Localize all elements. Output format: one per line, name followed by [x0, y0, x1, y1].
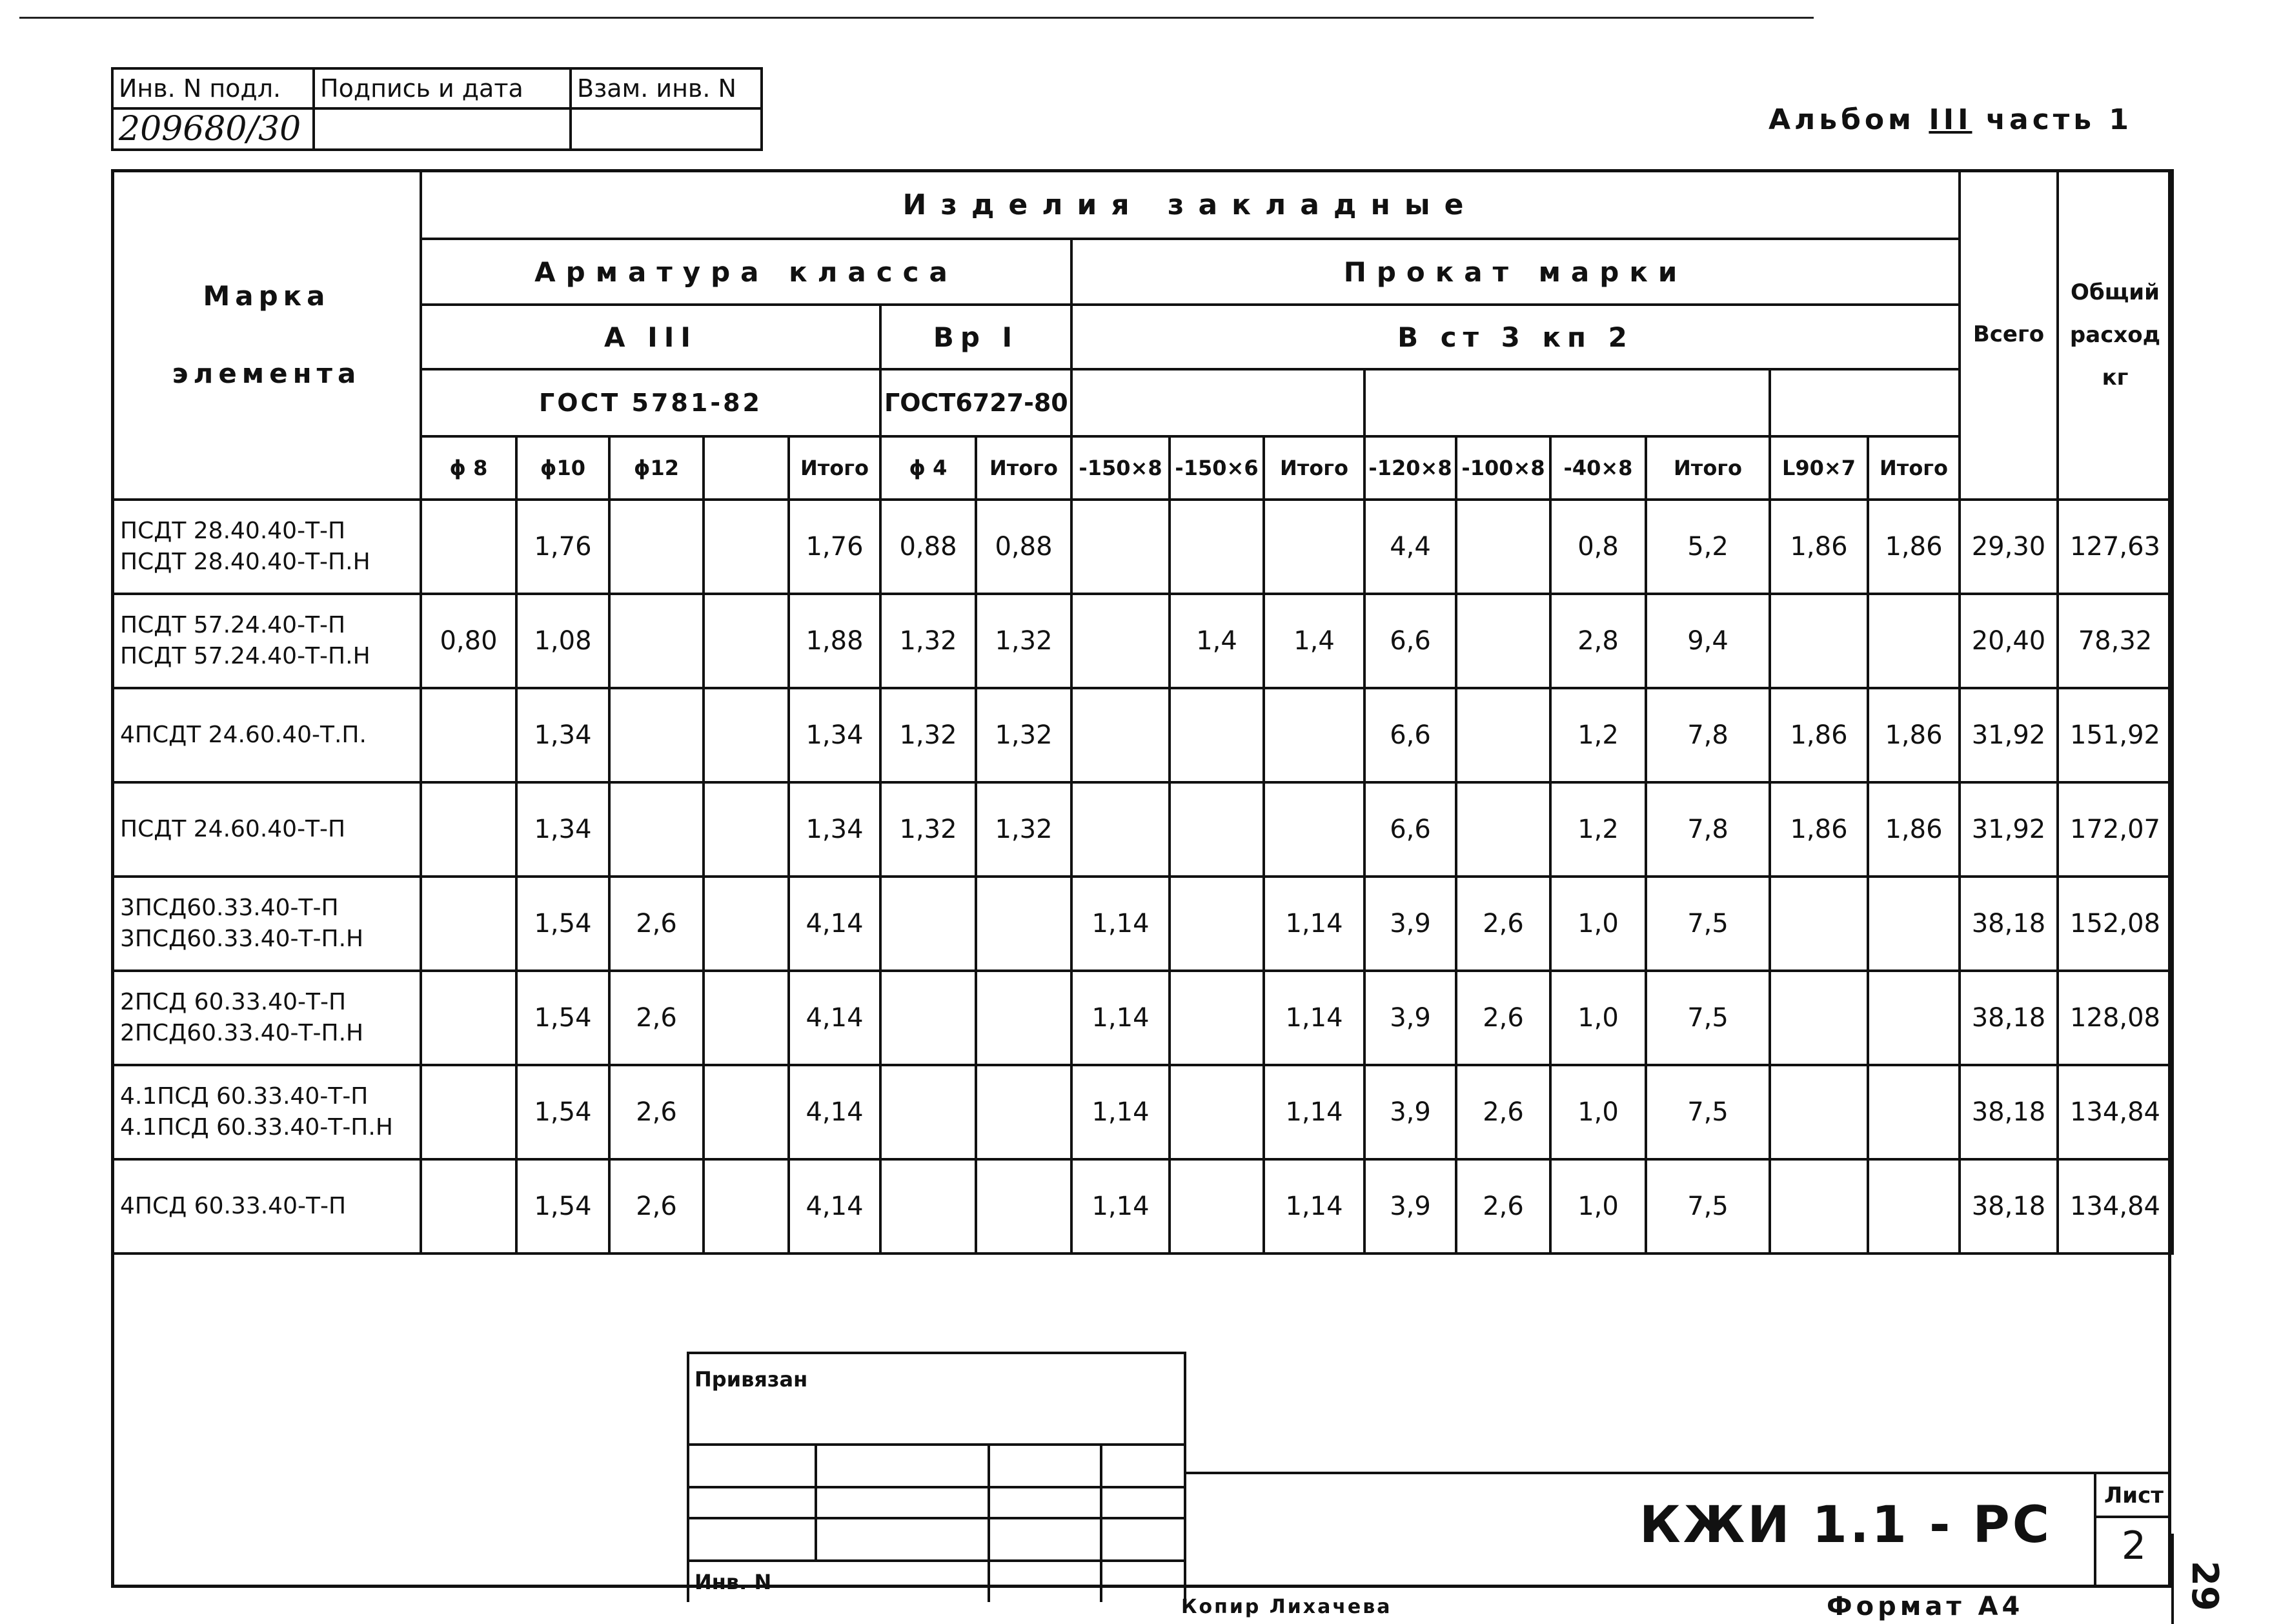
table-cell: 1,08 [516, 594, 609, 688]
table-cell: 1,54 [516, 971, 609, 1065]
stamp-header-inv: Инв. N подл. [112, 68, 314, 108]
table-cell: 1,32 [976, 594, 1071, 688]
table-cell [1170, 688, 1264, 782]
table-cell: 31,92 [1960, 688, 2058, 782]
binding-cell [688, 1518, 816, 1561]
table-cell: 1,32 [976, 688, 1071, 782]
table-cell [421, 1065, 516, 1159]
subheader-cell: Итого [1868, 436, 1960, 500]
subheader-cell: Итого [976, 436, 1071, 500]
table-cell [976, 971, 1071, 1065]
header-steel-grade: В ст 3 кп 2 [1071, 305, 1960, 369]
table-cell: 172,07 [2058, 782, 2173, 877]
row-mark [112, 500, 421, 594]
table-cell: 1,32 [880, 688, 976, 782]
table-cell: 1,0 [1550, 1159, 1646, 1254]
stamp-replace-cell [571, 108, 762, 150]
row-mark-line: 4ПСД 60.33.40-Т-П [120, 1193, 347, 1219]
table-cell [976, 1159, 1071, 1254]
subheader-cell: ϕ12 [609, 436, 704, 500]
table-cell: 1,32 [880, 594, 976, 688]
subheader-cell: Итого [1264, 436, 1364, 500]
binding-cell [1101, 1518, 1185, 1561]
header-armature: Арматура класса [421, 239, 1071, 305]
table-cell: 127,63 [2058, 500, 2173, 594]
table-cell [1071, 688, 1170, 782]
title-block-top-line [1185, 1472, 2171, 1474]
table-cell: 1,86 [1868, 782, 1960, 877]
row-mark-line: ПСДТ 57.24.40-Т-П [120, 612, 346, 638]
page-number: 29 [2184, 1561, 2225, 1611]
table-cell: 1,4 [1264, 594, 1364, 688]
header-mark: Марка элемента [112, 170, 421, 500]
subheader-cell: -120×8 [1364, 436, 1456, 500]
table-cell [1770, 594, 1868, 688]
table-cell: 3,9 [1364, 971, 1456, 1065]
inventory-stamp [111, 67, 763, 151]
table-cell [880, 1159, 976, 1254]
table-cell: 1,14 [1071, 1159, 1170, 1254]
table-cell: 6,6 [1364, 594, 1456, 688]
table-cell [1071, 500, 1170, 594]
header-overall: Общий расход кг [2058, 170, 2173, 500]
table-cell [421, 1159, 516, 1254]
table-cell [880, 877, 976, 971]
table-cell: 1,54 [516, 1159, 609, 1254]
binding-cell [816, 1518, 989, 1561]
table-row [112, 500, 2173, 594]
top-border-line [19, 17, 1814, 19]
header-gost-blank-3 [1770, 369, 1960, 436]
table-cell [1868, 594, 1960, 688]
table-cell: 1,14 [1264, 1159, 1364, 1254]
sheet-label: Лист [2096, 1476, 2171, 1518]
table-cell: 1,76 [516, 500, 609, 594]
table-cell: 38,18 [1960, 1159, 2058, 1254]
row-mark [112, 594, 421, 688]
subheader-cell: L90×7 [1770, 436, 1868, 500]
table-cell: 1,86 [1770, 500, 1868, 594]
table-cell: 2,6 [609, 1065, 704, 1159]
table-cell: 1,34 [516, 688, 609, 782]
table-cell: 4,14 [789, 971, 880, 1065]
album-label [1769, 103, 2133, 136]
table-cell: 6,6 [1364, 688, 1456, 782]
table-cell: 1,4 [1170, 594, 1264, 688]
binding-cell [816, 1487, 989, 1518]
subheader-cell: -150×6 [1170, 436, 1264, 500]
table-cell: 78,32 [2058, 594, 2173, 688]
binding-cell [688, 1487, 816, 1518]
table-cell [1770, 877, 1868, 971]
header-gost-a3: ГОСТ 5781-82 [421, 369, 880, 436]
table-cell [609, 594, 704, 688]
table-cell: 134,84 [2058, 1159, 2173, 1254]
table-cell: 1,86 [1868, 688, 1960, 782]
table-cell [421, 971, 516, 1065]
table-cell: 2,6 [609, 1159, 704, 1254]
header-class-a3: А III [421, 305, 880, 369]
specification-rows [112, 500, 2173, 1254]
table-cell: 2,8 [1550, 594, 1646, 688]
row-mark-line: ПСДТ 28.40.40-Т-П [120, 518, 346, 544]
subheader-cell: Итого [1646, 436, 1770, 500]
subheader-cell: Итого [789, 436, 880, 500]
table-row [112, 594, 2173, 688]
table-cell [1868, 1159, 1960, 1254]
table-cell: 2,6 [1456, 1159, 1550, 1254]
header-rolled: Прокат марки [1071, 239, 1960, 305]
table-cell [1170, 782, 1264, 877]
copier-name: Копир Лихачева [1181, 1596, 1392, 1618]
subheader-cell: -40×8 [1550, 436, 1646, 500]
table-cell: 2,6 [1456, 971, 1550, 1065]
table-cell: 1,34 [789, 688, 880, 782]
table-cell: 2,6 [1456, 877, 1550, 971]
table-row [112, 877, 2173, 971]
table-cell: 38,18 [1960, 877, 2058, 971]
table-cell [609, 782, 704, 877]
table-cell: 1,54 [516, 1065, 609, 1159]
row-mark-line: 3ПСД60.33.40-Т-П.Н [120, 926, 364, 952]
subheader-cell: ϕ10 [516, 436, 609, 500]
sheet-number: 2 [2121, 1523, 2147, 1568]
table-cell [609, 500, 704, 594]
table-cell: 1,32 [880, 782, 976, 877]
table-cell [1264, 688, 1364, 782]
table-cell: 2,6 [609, 971, 704, 1065]
table-cell [421, 782, 516, 877]
row-mark-line: 4ПСДТ 24.60.40-Т.П. [120, 722, 367, 748]
table-cell [704, 688, 789, 782]
table-cell: 0,88 [880, 500, 976, 594]
table-cell: 0,8 [1550, 500, 1646, 594]
stamp-signature-cell [314, 108, 571, 150]
table-cell: 0,80 [421, 594, 516, 688]
row-mark-line: 2ПСД 60.33.40-Т-П [120, 989, 347, 1015]
table-cell: 3,9 [1364, 877, 1456, 971]
table-cell: 5,2 [1646, 500, 1770, 594]
table-cell [1770, 971, 1868, 1065]
row-mark-line: 2ПСД60.33.40-Т-П.Н [120, 1020, 364, 1046]
table-cell: 6,6 [1364, 782, 1456, 877]
binding-cell [989, 1487, 1101, 1518]
table-cell: 1,34 [789, 782, 880, 877]
table-cell [1456, 594, 1550, 688]
table-row [112, 1065, 2173, 1159]
table-cell: 1,14 [1071, 971, 1170, 1065]
binding-cell [816, 1445, 989, 1487]
header-gost-blank-2 [1364, 369, 1770, 436]
table-cell: 1,14 [1264, 877, 1364, 971]
table-cell [704, 1065, 789, 1159]
table-cell: 1,34 [516, 782, 609, 877]
table-cell: 7,5 [1646, 1159, 1770, 1254]
table-cell [421, 877, 516, 971]
table-cell: 1,76 [789, 500, 880, 594]
table-cell: 38,18 [1960, 1065, 2058, 1159]
row-mark [112, 782, 421, 877]
table-cell: 4,4 [1364, 500, 1456, 594]
table-cell [880, 971, 976, 1065]
table-cell: 1,14 [1264, 971, 1364, 1065]
table-cell [704, 782, 789, 877]
specification-table [111, 169, 2174, 1255]
subheader-cell: ϕ 8 [421, 436, 516, 500]
table-row [112, 971, 2173, 1065]
table-cell: 1,32 [976, 782, 1071, 877]
table-cell [704, 971, 789, 1065]
table-cell: 128,08 [2058, 971, 2173, 1065]
table-cell [1770, 1159, 1868, 1254]
table-cell: 2,6 [1456, 1065, 1550, 1159]
table-cell [1456, 688, 1550, 782]
table-cell: 20,40 [1960, 594, 2058, 688]
table-cell: 7,8 [1646, 688, 1770, 782]
table-cell [1456, 782, 1550, 877]
table-cell: 4,14 [789, 877, 880, 971]
table-cell [1868, 877, 1960, 971]
binding-cell [989, 1445, 1101, 1487]
binding-cell [1101, 1445, 1185, 1487]
row-mark [112, 1159, 421, 1254]
row-mark [112, 877, 421, 971]
stamp-header-replace: Взам. инв. N [571, 68, 762, 108]
table-cell: 1,14 [1071, 877, 1170, 971]
binding-cell [688, 1445, 816, 1487]
table-cell [704, 594, 789, 688]
row-mark-line: ПСДТ 57.24.40-Т-П.Н [120, 643, 370, 669]
sheet-box [2094, 1472, 2171, 1588]
table-cell [704, 500, 789, 594]
row-mark-line: 4.1ПСД 60.33.40-Т-П.Н [120, 1114, 393, 1141]
binding-cell [1101, 1561, 1185, 1602]
table-cell: 7,8 [1646, 782, 1770, 877]
row-mark-line: ПСДТ 24.60.40-Т-П [120, 816, 346, 842]
table-cell: 151,92 [2058, 688, 2173, 782]
row-mark [112, 688, 421, 782]
table-cell [1071, 782, 1170, 877]
binding-cell [1101, 1487, 1185, 1518]
stamp-inv-number: 209680/30 [112, 108, 314, 150]
paper-format: Формат А4 [1827, 1592, 2024, 1621]
album-prefix: Альбом [1769, 103, 1916, 136]
table-cell [421, 500, 516, 594]
table-cell: 134,84 [2058, 1065, 2173, 1159]
subheader-cell: ϕ 4 [880, 436, 976, 500]
table-cell: 0,88 [976, 500, 1071, 594]
table-cell: 3,9 [1364, 1065, 1456, 1159]
table-cell [421, 688, 516, 782]
table-cell [1264, 782, 1364, 877]
table-cell [1868, 971, 1960, 1065]
table-cell: 7,5 [1646, 877, 1770, 971]
header-gost-blank-1 [1071, 369, 1364, 436]
table-row [112, 688, 2173, 782]
subheader-cell [704, 436, 789, 500]
table-cell [1170, 1065, 1264, 1159]
stamp-header-signature: Подпись и дата [314, 68, 571, 108]
table-cell: 1,86 [1770, 782, 1868, 877]
table-row [112, 1159, 2173, 1254]
table-empty-area [112, 1254, 2173, 1255]
table-cell: 1,0 [1550, 877, 1646, 971]
table-cell [976, 1065, 1071, 1159]
header-class-bp1: Вр I [880, 305, 1071, 369]
table-row [112, 782, 2173, 877]
table-cell: 2,6 [609, 877, 704, 971]
table-cell: 31,92 [1960, 782, 2058, 877]
table-cell: 1,86 [1770, 688, 1868, 782]
table-cell: 1,86 [1868, 500, 1960, 594]
album-roman: III [1929, 103, 1972, 136]
table-cell [609, 688, 704, 782]
table-cell: 1,0 [1550, 971, 1646, 1065]
binding-cell [989, 1518, 1101, 1561]
row-mark-line: ПСДТ 28.40.40-Т-П.Н [120, 549, 370, 575]
table-cell: 7,5 [1646, 1065, 1770, 1159]
table-cell: 1,2 [1550, 782, 1646, 877]
header-total: Всего [1960, 170, 2058, 500]
table-cell [976, 877, 1071, 971]
table-cell: 3,9 [1364, 1159, 1456, 1254]
table-cell: 1,2 [1550, 688, 1646, 782]
table-cell: 1,14 [1264, 1065, 1364, 1159]
row-mark [112, 1065, 421, 1159]
table-cell: 4,14 [789, 1065, 880, 1159]
header-group-title: Изделия закладные [421, 170, 1960, 239]
binding-label: Привязан [688, 1353, 1185, 1445]
row-mark [112, 971, 421, 1065]
table-cell: 38,18 [1960, 971, 2058, 1065]
table-cell [1071, 594, 1170, 688]
table-cell [1868, 1065, 1960, 1159]
table-cell: 152,08 [2058, 877, 2173, 971]
subheader-cell: -100×8 [1456, 436, 1550, 500]
table-cell [1170, 877, 1264, 971]
table-cell: 1,14 [1071, 1065, 1170, 1159]
table-cell [1456, 500, 1550, 594]
table-cell [1264, 500, 1364, 594]
table-cell: 29,30 [1960, 500, 2058, 594]
row-mark-line: 3ПСД60.33.40-Т-П [120, 895, 339, 921]
table-cell: 4,14 [789, 1159, 880, 1254]
table-cell: 1,88 [789, 594, 880, 688]
table-cell [1770, 1065, 1868, 1159]
table-cell [704, 1159, 789, 1254]
table-cell [880, 1065, 976, 1159]
table-cell: 7,5 [1646, 971, 1770, 1065]
binding-inv-label: Инв. N [688, 1561, 989, 1602]
header-gost-bp1: ГОСТ6727-80 [880, 369, 1071, 436]
row-mark-line: 4.1ПСД 60.33.40-Т-П [120, 1083, 369, 1110]
table-cell [704, 877, 789, 971]
table-cell [1170, 971, 1264, 1065]
table-cell [1170, 500, 1264, 594]
table-cell: 9,4 [1646, 594, 1770, 688]
subheader-cell: -150×8 [1071, 436, 1170, 500]
table-cell: 1,0 [1550, 1065, 1646, 1159]
table-cell: 1,54 [516, 877, 609, 971]
album-suffix: часть 1 [1985, 103, 2133, 136]
table-cell [1170, 1159, 1264, 1254]
binding-stamp [687, 1352, 1186, 1602]
binding-cell [989, 1561, 1101, 1602]
document-code: КЖИ 1.1 - РС [1639, 1496, 2052, 1554]
